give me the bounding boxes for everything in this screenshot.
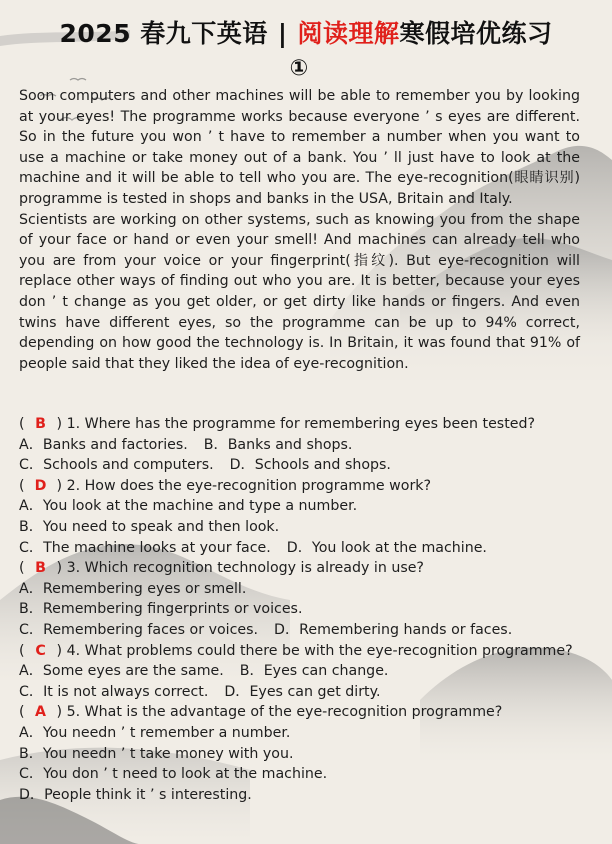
title-highlight: 阅读理解 <box>297 19 400 48</box>
answer-option[interactable]: A．You look at the machine and type a number. <box>19 498 358 515</box>
answer-option[interactable]: B．Banks and shops. <box>203 436 353 453</box>
option-row <box>19 579 604 600</box>
paren-open: ( <box>19 560 25 577</box>
answer-option[interactable]: A．You needn ’ t remember a number. <box>19 724 291 741</box>
page-title <box>0 14 612 50</box>
option-row <box>19 785 604 806</box>
paren-open: ( <box>19 642 25 659</box>
answer-option[interactable]: D．Remembering hands or faces. <box>274 621 513 638</box>
question-stem <box>19 414 604 435</box>
title-right: 寒假培优练习 <box>399 19 553 48</box>
question-stem <box>19 558 604 579</box>
passage-paragraph-2: Scientists are working on other systems, such as knowing you from the shape of your face or hand or even your smell! And machines can already tell who you are from your voice or your fingerprint(指纹). But eye-recognition will replace other ways of finding out who you are. It is better, because your eyes don ’ t change as you get older, or get dirty like hands or fingers. And even twins have different eyes, so the programme can be up to 94% correct, depending on how good the technology is. In Britain, it was found that 91% of people said that they liked the idea of eye-recognition. <box>19 211 580 372</box>
answer-option[interactable]: C．Schools and computers. <box>19 457 214 474</box>
question-text: ) 1. Where has the programme for remembering eyes been tested? <box>56 416 536 432</box>
question-text: ) 4. What problems could there be with the eye-recognition programme? <box>56 642 573 659</box>
exercise-number: ① <box>289 56 309 81</box>
answer-option[interactable]: D．People think it ’ s interesting. <box>19 786 252 803</box>
paren-open: ( <box>19 704 25 721</box>
question-stem <box>19 641 604 662</box>
passage-paragraph-1: Soon computers and other machines will be able to remember you by looking at your eyes! The programme works because everyone ’ s eyes are different. So in the future you won ’ t have to remember a number when you want to use a machine or take money out of a bank. You ’ ll just have to look at the machine and it will be able to tell who you are. The eye-recognition(眼睛识别) programme is tested in shops and banks in the USA, Britain and Italy. <box>19 88 580 207</box>
answer-letter: B <box>35 560 46 577</box>
option-row <box>19 661 604 682</box>
answer-option[interactable]: C．The machine looks at your face. <box>19 539 271 556</box>
answer-option[interactable]: B．You needn ’ t take money with you. <box>19 745 294 762</box>
question-1 <box>19 414 604 476</box>
title-separator: | <box>277 19 288 48</box>
question-2 <box>19 476 604 558</box>
question-list <box>19 414 604 805</box>
option-row <box>19 723 604 744</box>
option-row <box>19 682 604 703</box>
answer-letter: B <box>35 416 46 432</box>
paren-open: ( <box>19 477 25 494</box>
answer-option[interactable]: D．Eyes can get dirty. <box>224 683 381 700</box>
reading-passage <box>19 86 580 374</box>
title-left: 2025 春九下英语 <box>59 19 268 48</box>
option-row <box>19 620 604 641</box>
answer-option[interactable]: C．You don ’ t need to look at the machine. <box>19 766 328 783</box>
option-row <box>19 496 604 517</box>
option-row <box>19 744 604 765</box>
answer-option[interactable]: C．It is not always correct. <box>19 683 209 700</box>
answer-letter: A <box>35 704 47 721</box>
answer-option[interactable]: D．You look at the machine. <box>286 539 487 556</box>
question-text: ) 2. How does the eye-recognition programme work? <box>56 477 432 494</box>
question-text: ) 5. What is the advantage of the eye-recognition programme? <box>56 704 503 721</box>
option-row <box>19 538 604 559</box>
option-row <box>19 764 604 785</box>
option-row <box>19 455 604 476</box>
question-5 <box>19 702 604 805</box>
answer-option[interactable]: B．Eyes can change. <box>239 663 389 680</box>
option-row <box>19 435 604 456</box>
answer-option[interactable]: C．Remembering faces or voices. <box>19 621 259 638</box>
answer-option[interactable]: A．Remembering eyes or smell. <box>19 580 247 597</box>
option-row <box>19 517 604 538</box>
answer-letter: D <box>34 477 47 494</box>
answer-option[interactable]: D．Schools and shops. <box>229 457 391 474</box>
option-row <box>19 599 604 620</box>
answer-option[interactable]: B．Remembering fingerprints or voices. <box>19 601 303 618</box>
question-stem <box>19 702 604 723</box>
answer-option[interactable]: B．You need to speak and then look. <box>19 518 280 535</box>
question-stem <box>19 476 604 497</box>
answer-option[interactable]: A．Banks and factories. <box>19 436 188 453</box>
answer-option[interactable]: A．Some eyes are the same. <box>19 663 224 680</box>
question-4 <box>19 641 604 703</box>
paren-open: ( <box>19 416 25 432</box>
answer-letter: C <box>35 642 46 659</box>
question-3 <box>19 558 604 640</box>
question-text: ) 3. Which recognition technology is already in use? <box>56 560 424 577</box>
